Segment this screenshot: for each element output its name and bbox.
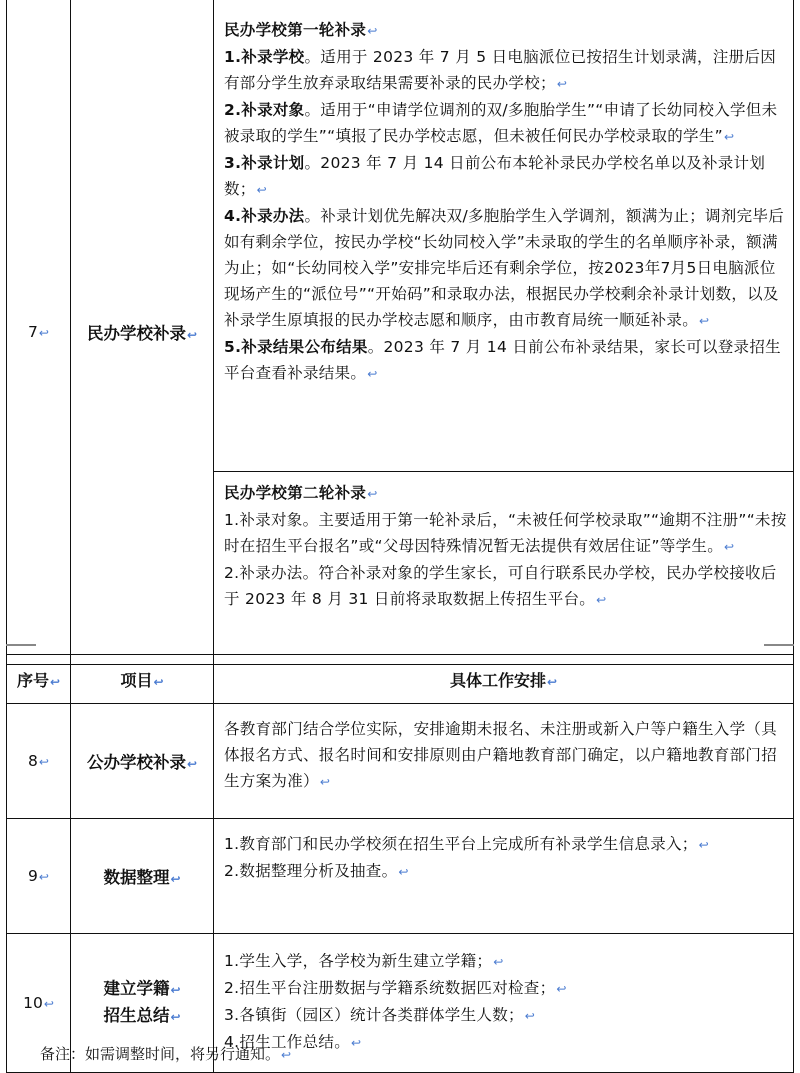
table-header-row bbox=[7, 655, 794, 704]
list-item: 3.各镇街（园区）统计各类群体学生人数；↩ bbox=[224, 1006, 536, 1024]
enrollment-table-part1 bbox=[6, 0, 794, 665]
enrollment-table-part2 bbox=[6, 654, 794, 1073]
item-name: 数据整理 bbox=[103, 868, 170, 887]
table-row bbox=[7, 819, 794, 934]
item-cell: 建立学籍↩ 招生总结↩ bbox=[71, 934, 214, 1073]
round1-title: 民办学校第一轮补录 bbox=[224, 21, 367, 39]
arrangement-cell-round2: 民办学校第二轮补录↩ 1.补录对象。主要适用于第一轮补录后，“未被任何学校录取”“逾期不注册”“未按时在招生平台报名”或“父母因特殊情况暂无法提供有效居住证”等学生。↩ 2.补录办法。符合补录对象的学生家长，可自行联系民办学校，民办学校接收后于 2023 年 8 月 31 日前将录取数据上传招生平台。↩ bbox=[214, 472, 794, 665]
arrangement-cell-round1: 民办学校第一轮补录↩ 1.补录学校。适用于 2023 年 7 月 5 日电脑派位已按招生计划录满，注册后因有部分学生放弃录取结果需要补录的民办学校；↩ 2.补录对象。适用于“申请学位调剂的双/多胞胎学生”“申请了长幼同校入学但未被录取的学生”“填报了民办学校志愿，但未被任何民办学校录取的学生”↩ 3.补录计划。2023 年 7 月 14 日前公布本轮补录民办学校名单以及补录计划数；↩ 4.补录办法。补录计划优先解决双/多胞胎学生入学调剂，额满为止；调剂完毕后如有剩余学位，按民办学校“长幼同校入学”未录取的学生的名单顺序补录，额满为止；如“长幼同校入学”安排完毕后还有剩余学位，按2023年7月5日电脑派位现场产生的“派位号”“开始码”和录取办法，根据民办学校剩余补录计划数，以及补录学生原填报的民办学校志愿和顺序，由市教育局统一顺延补录。↩ 5.补录结果公布结果。2023 年 7 月 14 日前公布补录结果，家长可以登录招生平台查看补录结果。↩ bbox=[214, 0, 794, 472]
page-break-marks bbox=[0, 640, 800, 654]
item-cell: 公办学校补录↩ bbox=[71, 704, 214, 819]
header-no: 序号↩ bbox=[7, 655, 71, 704]
footnote: 备注：如需调整时间，将另行通知。↩ bbox=[40, 1045, 292, 1063]
row-number-cell: 8↩ bbox=[7, 704, 71, 819]
item-cell: 数据整理↩ bbox=[71, 819, 214, 934]
list-item: 5.补录结果公布结果。2023 年 7 月 14 日前公布补录结果，家长可以登录招生平台查看补录结果。↩ bbox=[224, 338, 781, 382]
list-item: 2.数据整理分析及抽查。↩ bbox=[224, 862, 409, 880]
list-item: 各教育部门结合学位实际，安排逾期未报名、未注册或新入户等户籍生入学（具体报名方式、报名时间和安排原则由户籍地教育部门确定，以户籍地教育部门招生方案为准）↩ bbox=[224, 720, 778, 790]
item-cell: 民办学校补录↩ bbox=[71, 0, 214, 665]
list-item: 1.教育部门和民办学校须在招生平台上完成所有补录学生信息录入；↩ bbox=[224, 835, 709, 853]
arrangement-cell bbox=[214, 819, 794, 934]
row-number: 7 bbox=[28, 322, 38, 341]
list-item: 1.补录对象。主要适用于第一轮补录后，“未被任何学校录取”“逾期不注册”“未按时在招生平台报名”或“父母因特殊情况暂无法提供有效居住证”等学生。↩ bbox=[224, 511, 787, 555]
header-arrangement: 具体工作安排↩ bbox=[214, 655, 794, 704]
row-number-cell: 10↩ bbox=[7, 934, 71, 1073]
arrangement-cell bbox=[214, 934, 794, 1073]
arrangement-cell bbox=[214, 704, 794, 819]
list-item: 1.补录学校。适用于 2023 年 7 月 5 日电脑派位已按招生计划录满，注册后因有部分学生放弃录取结果需要补录的民办学校；↩ bbox=[224, 48, 777, 92]
list-item: 2.招生平台注册数据与学籍系统数据匹对检查；↩ bbox=[224, 979, 567, 997]
row-number-cell: 9↩ bbox=[7, 819, 71, 934]
list-item: 4.招生工作总结。↩ bbox=[224, 1033, 362, 1051]
row-number-cell: 7↩ bbox=[7, 0, 71, 665]
table-row bbox=[7, 0, 794, 472]
round2-title: 民办学校第二轮补录 bbox=[224, 484, 367, 502]
table-row bbox=[7, 704, 794, 819]
item-name: 建立学籍 bbox=[103, 979, 170, 998]
header-item: 项目↩ bbox=[71, 655, 214, 704]
list-item: 1.学生入学，各学校为新生建立学籍；↩ bbox=[224, 952, 504, 970]
row-number: 8 bbox=[28, 752, 38, 770]
item-name: 招生总结 bbox=[103, 1006, 170, 1025]
list-item: 4.补录办法。补录计划优先解决双/多胞胎学生入学调剂，额满为止；调剂完毕后如有剩余学位，按民办学校“长幼同校入学”未录取的学生的名单顺序补录，额满为止；如“长幼同校入学”安排完毕后还有剩余学位，按2023年7月5日电脑派位现场产生的“派位号”“开始码”和录取办法，根据民办学校剩余补录计划数，以及补录学生原填报的民办学校志愿和顺序，由市教育局统一顺延补录。↩ bbox=[224, 207, 785, 329]
item-name: 公办学校补录 bbox=[86, 753, 186, 772]
list-item: 3.补录计划。2023 年 7 月 14 日前公布本轮补录民办学校名单以及补录计划数；↩ bbox=[224, 154, 766, 198]
row-number: 9 bbox=[28, 867, 38, 885]
list-item: 2.补录对象。适用于“申请学位调剂的双/多胞胎学生”“申请了长幼同校入学但未被录取的学生”“填报了民办学校志愿，但未被任何民办学校录取的学生”↩ bbox=[224, 101, 778, 145]
item-name: 民办学校补录 bbox=[86, 323, 186, 343]
list-item: 2.补录办法。符合补录对象的学生家长，可自行联系民办学校，民办学校接收后于 2023 年 8 月 31 日前将录取数据上传招生平台。↩ bbox=[224, 564, 777, 608]
row-number: 10 bbox=[23, 994, 43, 1012]
